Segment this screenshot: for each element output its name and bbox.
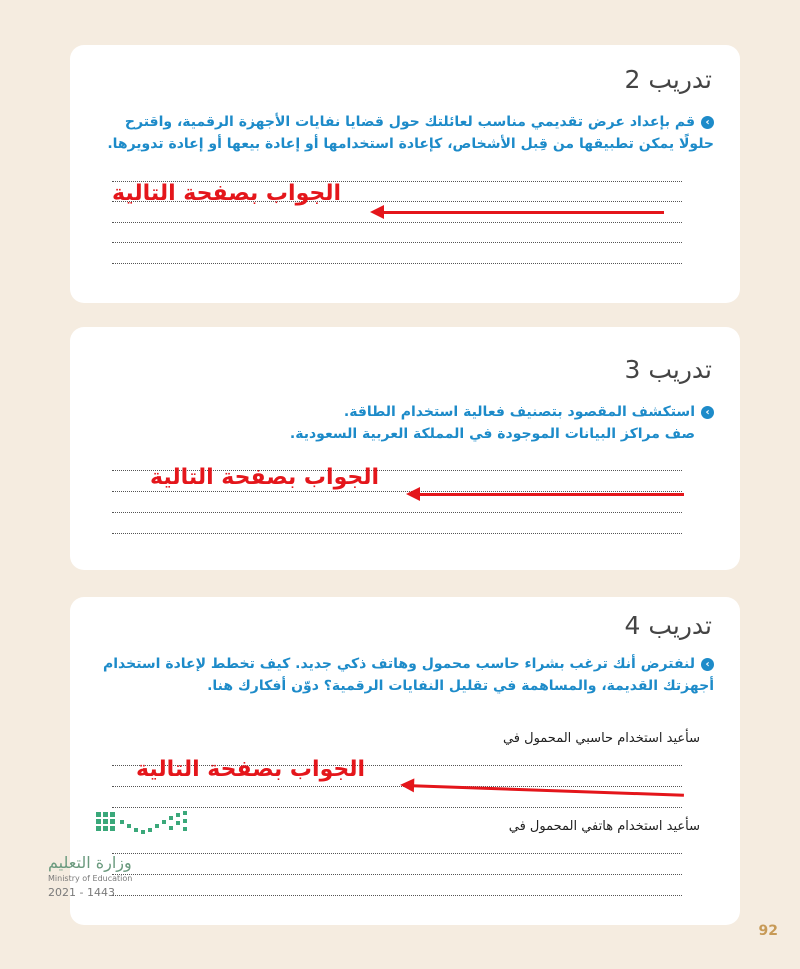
chevron-bullet-icon: › [701, 658, 714, 671]
exercise-question: ›استكشف المقصود بتصنيف فعالية استخدام الطاقة. صف مراكز البيانات الموجودة في المملكة العربية السعودية. [88, 401, 714, 445]
ministry-name-arabic: وزارة التعليم [48, 853, 132, 872]
answer-line [112, 242, 682, 243]
answer-line [112, 807, 682, 808]
ministry-year: 2021 - 1443 [48, 886, 115, 899]
prompt-laptop: سأعيد استخدام حاسبي المحمول في [502, 731, 700, 746]
exercise-question: ›قم بإعداد عرض تقديمي مناسب لعائلتك حول قضايا نفايات الأجهزة الرقمية، واقترح حلولًا يمكن تطبيقها من قِبل الأشخاص، كإعادة استخدامها أو إعادة بيعها أو إعادة تدويرها. [107, 114, 714, 152]
arrow-left-icon [382, 211, 664, 214]
chevron-bullet-icon: › [701, 406, 714, 419]
answer-line [112, 533, 682, 534]
exercise-title: تدريب 4 [624, 611, 712, 640]
arrow-left-icon [418, 493, 684, 496]
exercise-title: تدريب 3 [624, 355, 712, 384]
prompt-phone: سأعيد استخدام هاتفي المحمول في [508, 819, 700, 834]
answer-line [112, 786, 682, 787]
exercise-question: ›لنفترض أنك ترغب بشراء حاسب محمول وهاتف ذكي جديد. كيف تخطط لإعادة استخدام أجهزتك القديمة، والمساهمة في تقليل النفايات الرقمية؟ دوّن أفكارك هنا. [102, 656, 714, 694]
answer-line [112, 222, 682, 223]
exercise-card-2 [70, 45, 740, 303]
answer-line [112, 263, 682, 264]
answer-note: الجواب بصفحة التالية [150, 465, 380, 490]
page-number: 92 [758, 923, 778, 939]
answer-note: الجواب بصفحة التالية [136, 757, 366, 782]
ministry-logo-dots-icon [96, 810, 192, 842]
answer-line [112, 512, 682, 513]
chevron-bullet-icon: › [701, 116, 714, 129]
ministry-logo [48, 810, 198, 900]
exercise-title: تدريب 2 [624, 65, 712, 94]
ministry-name-english: Ministry of Education [48, 874, 133, 883]
answer-line [112, 491, 682, 492]
answer-note: الجواب بصفحة التالية [112, 181, 342, 206]
exercise-card-3 [70, 327, 740, 570]
